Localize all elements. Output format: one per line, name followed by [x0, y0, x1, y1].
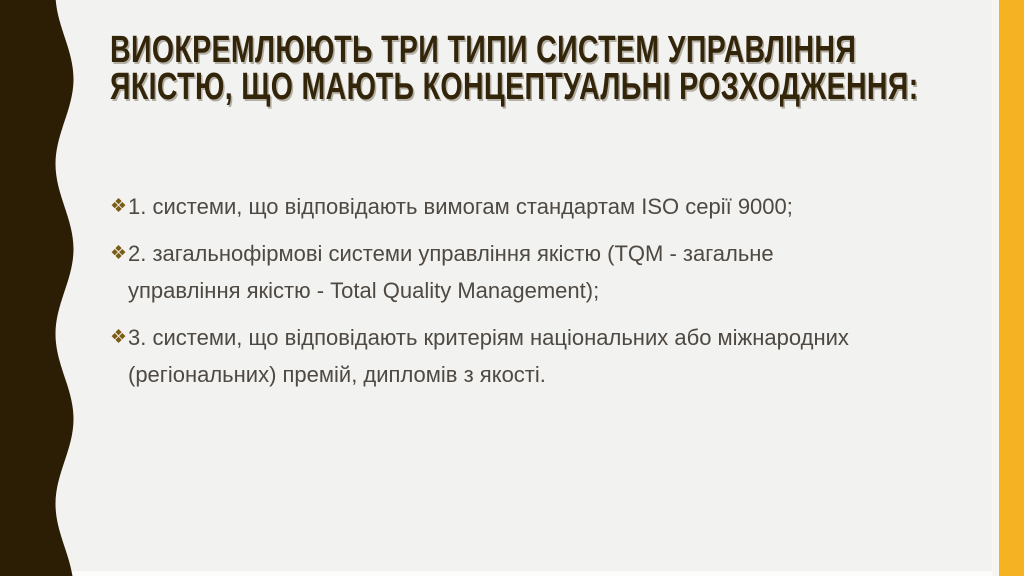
bullet-text-line: управління якістю - Total Quality Management);: [128, 278, 600, 303]
bullet-text-line: 2. загальнофірмові системи управління якістю (TQM - загальне: [128, 240, 774, 266]
slide-bottom-edge: [40, 571, 992, 576]
slide-title-line: ВИОКРЕМЛЮЮТЬ ТРИ ТИПИ СИСТЕМ УПРАВЛІННЯ: [110, 29, 857, 71]
bullet-text: [128, 235, 960, 310]
bullet-text-line: 1. системи, що відповідають вимогам стандартам ISO серії 9000;: [128, 194, 793, 219]
diamond-bullet-icon: ❖: [110, 242, 128, 264]
list-item: [110, 235, 960, 310]
bullet-text: [128, 188, 960, 226]
bullet-list: [110, 188, 960, 403]
bullet-text-line: (регіональних) премій, дипломів з якості.: [128, 362, 546, 387]
list-item: [110, 319, 960, 394]
bullet-text-line: 3. системи, що відповідають критеріям національних або міжнародних: [128, 324, 849, 350]
wave-shape: [0, 0, 74, 576]
list-item: [110, 188, 960, 226]
bullet-text: [128, 319, 960, 394]
diamond-bullet-icon: ❖: [110, 326, 128, 348]
slide-title-line: ЯКІСТЮ, ЩО МАЮТЬ КОНЦЕПТУАЛЬНІ РОЗХОДЖЕННЯ:: [110, 66, 919, 108]
left-wave-decoration: [0, 0, 100, 576]
slide-title: [110, 29, 1024, 108]
diamond-bullet-icon: ❖: [110, 196, 128, 217]
